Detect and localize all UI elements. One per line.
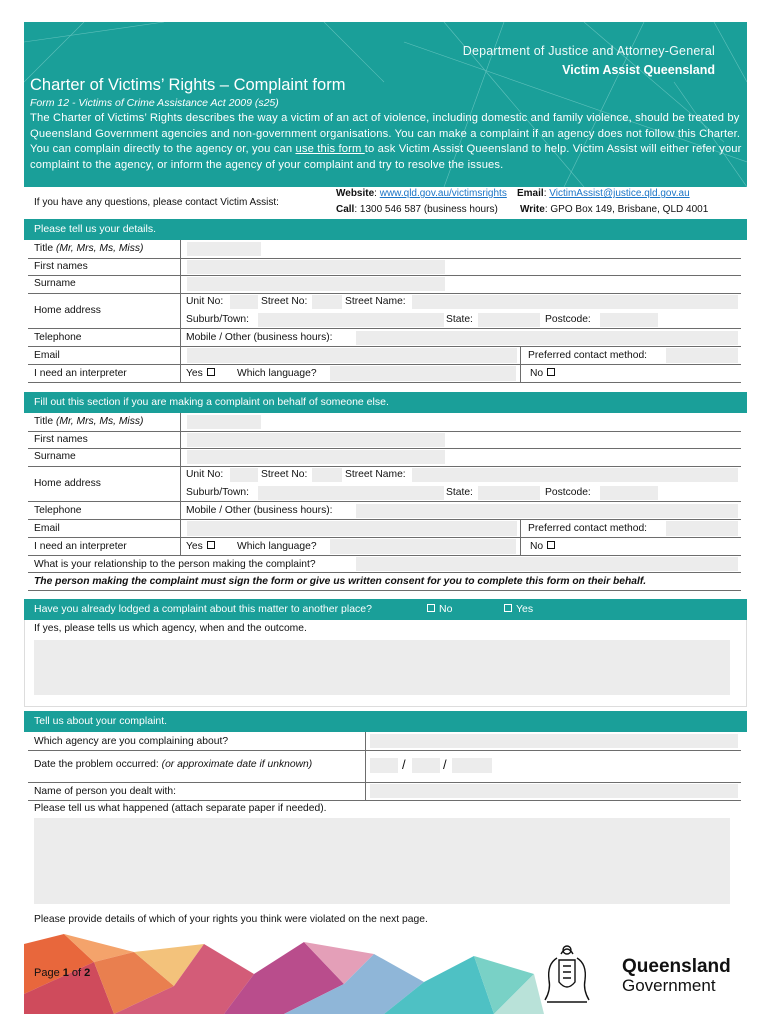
interpreter-yes-label: Yes (186, 368, 203, 379)
other-interpreter-yes-option (186, 541, 219, 552)
other-street-name-label: Street Name: (345, 469, 406, 480)
date-label-text: Date the problem occurred: (34, 759, 162, 770)
previous-no-option (427, 603, 452, 615)
what-happened-textarea[interactable] (34, 818, 730, 904)
intro-text (30, 111, 742, 174)
state-label: State: (446, 314, 473, 325)
other-telephone-input[interactable] (356, 504, 738, 518)
form-subtitle: Form 12 - Victims of Crime Assistance Act 2009 (s25) (30, 97, 279, 109)
write-value: GPO Box 149, Brisbane, QLD 4001 (550, 204, 709, 215)
previous-yes-option (504, 603, 533, 615)
other-which-language-label: Which language? (237, 541, 317, 552)
date-day-input[interactable] (370, 758, 398, 773)
other-mobile-label: Mobile / Other (business hours): (186, 505, 333, 516)
queensland-coat-of-arms-icon (539, 940, 595, 1006)
other-title-input[interactable] (187, 415, 261, 429)
other-interpreter-no-checkbox[interactable] (547, 541, 555, 549)
email-line: Email: VictimAssist@justice.qld.gov.au (517, 188, 690, 199)
relationship-label: What is your relationship to the person making the complaint? (34, 559, 316, 570)
interpreter-no-option (530, 368, 559, 379)
government-logo-text: Government (622, 976, 716, 995)
language-input[interactable] (330, 366, 516, 381)
footer (24, 934, 747, 1014)
date-slash-1: / (402, 757, 406, 772)
other-language-input[interactable] (330, 539, 516, 554)
page-current: 1 (62, 967, 69, 979)
page-of: of (68, 967, 85, 979)
intro-part-a: The Charter of Victims’ Rights describes the way a victim of an act of violence, including domestic and family violence, should be treated by Queensland Government agencies and non-government organisations. You can make a complaint if an agency does not follow this Charter. You can complain directly to the agency or, you can (30, 112, 741, 156)
date-month-input[interactable] (412, 758, 440, 773)
preferred-contact-select[interactable] (666, 348, 738, 363)
website-label: Website (336, 188, 375, 199)
other-telephone-label: Telephone (34, 505, 82, 516)
other-interpreter-yes-label: Yes (186, 541, 203, 552)
section-about-complaint: Tell us about your complaint. (24, 711, 747, 732)
other-postcode-label: Postcode: (545, 487, 591, 498)
agency-input[interactable] (370, 734, 738, 748)
surname-input[interactable] (187, 277, 445, 291)
interpreter-label: I need an interpreter (34, 368, 127, 379)
street-no-label: Street No: (261, 296, 308, 307)
consent-note: The person making the complaint must sign the form or give us written consent for you to complete this form on their behalf. (34, 576, 647, 587)
other-interpreter-no-option (530, 541, 559, 552)
agency-question-label: Which agency are you complaining about? (34, 736, 229, 747)
suburb-label: Suburb/Town: (186, 314, 249, 325)
interpreter-no-label: No (530, 368, 544, 379)
previous-complaint-question: Have you already lodged a complaint about this matter to another place? (34, 603, 372, 615)
other-title-hint: (Mr, Mrs, Ms, Miss) (55, 416, 144, 427)
other-interpreter-label: I need an interpreter (34, 541, 127, 552)
other-state-input[interactable] (478, 486, 540, 500)
other-first-names-label: First names (34, 434, 88, 445)
section-previous-complaint (24, 599, 747, 620)
section-your-details: Please tell us your details. (24, 219, 747, 240)
website-line: Website: www.qld.gov.au/victimsrights (336, 188, 507, 199)
page-total: 2 (84, 967, 91, 979)
first-names-input[interactable] (187, 260, 445, 274)
department-name: Department of Justice and Attorney-General (462, 44, 715, 58)
previous-no-checkbox[interactable] (427, 604, 435, 612)
other-street-no-input[interactable] (312, 468, 342, 482)
street-name-label: Street Name: (345, 296, 406, 307)
write-label: Write (520, 204, 545, 215)
call-value: 1300 546 587 (business hours) (359, 204, 498, 215)
person-dealt-label: Name of person you dealt with: (34, 786, 176, 797)
other-title-label: Title (34, 416, 56, 427)
date-hint: (or approximate date if unknown) (161, 759, 313, 770)
other-unit-no-input[interactable] (230, 468, 258, 482)
postcode-label: Postcode: (545, 314, 591, 325)
other-email-input[interactable] (187, 521, 517, 536)
other-surname-label: Surname (34, 451, 76, 462)
interpreter-yes-option (186, 368, 219, 379)
other-street-no-label: Street No: (261, 469, 308, 480)
date-year-input[interactable] (452, 758, 492, 773)
preferred-contact-label: Preferred contact method: (528, 350, 648, 361)
other-unit-no-label: Unit No: (186, 469, 224, 480)
other-suburb-input[interactable] (258, 486, 444, 500)
other-first-names-input[interactable] (187, 433, 445, 447)
other-email-label: Email (34, 523, 60, 534)
unit-no-label: Unit No: (186, 296, 224, 307)
other-preferred-contact-select[interactable] (666, 521, 738, 536)
suburb-input[interactable] (258, 313, 444, 327)
interpreter-yes-checkbox[interactable] (207, 368, 215, 376)
unit-no-input[interactable] (230, 295, 258, 309)
other-home-address-label: Home address (34, 478, 101, 489)
on-behalf-table (0, 413, 770, 593)
previous-no-label: No (439, 603, 453, 615)
website-link[interactable]: www.qld.gov.au/victimsrights (379, 188, 507, 199)
previous-details-textarea[interactable] (34, 640, 730, 695)
previous-yes-checkbox[interactable] (504, 604, 512, 612)
other-title-row-label (34, 416, 143, 427)
title-row-label (34, 243, 143, 254)
call-line: Call: 1300 546 587 (business hours) (336, 204, 498, 215)
what-happened-label: Please tell us what happened (attach separate paper if needed). (34, 803, 327, 814)
email-row-label: Email (34, 350, 60, 361)
other-street-name-input[interactable] (412, 468, 738, 482)
other-suburb-label: Suburb/Town: (186, 487, 249, 498)
other-state-label: State: (446, 487, 473, 498)
telephone-label: Telephone (34, 332, 82, 343)
title-label: Title (34, 243, 56, 254)
state-input[interactable] (478, 313, 540, 327)
email-label: Email (517, 188, 544, 199)
postcode-input[interactable] (600, 313, 658, 327)
title-input[interactable] (187, 242, 261, 256)
your-details-table (0, 240, 770, 384)
which-language-label: Which language? (237, 368, 317, 379)
date-label (34, 759, 312, 770)
other-interpreter-no-label: No (530, 541, 544, 552)
title-hint: (Mr, Mrs, Ms, Miss) (55, 243, 144, 254)
intro-part-b: to ask Victim Assist Queensland to help. Victim Assist will either refer your complaint to the agency, or inform the agency of your complaint and try to resolve the issues. (30, 143, 742, 172)
first-names-label: First names (34, 261, 88, 272)
use-this-form-link[interactable]: use this form (295, 143, 365, 156)
street-name-input[interactable] (412, 295, 738, 309)
contact-question: If you have any questions, please contact Victim Assist: (34, 197, 279, 208)
other-interpreter-yes-checkbox[interactable] (207, 541, 215, 549)
other-postcode-input[interactable] (600, 486, 658, 500)
date-slash-2: / (443, 757, 447, 772)
telephone-input[interactable] (356, 331, 738, 345)
call-label: Call (336, 204, 355, 215)
rights-note: Please provide details of which of your rights you think were violated on the next page. (34, 914, 428, 925)
email-input[interactable] (187, 348, 517, 363)
surname-label: Surname (34, 278, 76, 289)
page-prefix: Page (34, 967, 63, 979)
section-on-behalf: Fill out this section if you are making a complaint on behalf of someone else. (24, 392, 747, 413)
queensland-logo-text: Queensland (622, 956, 731, 977)
home-address-label: Home address (34, 305, 101, 316)
complaint-details-table (0, 732, 770, 932)
relationship-input[interactable] (356, 557, 738, 571)
previous-details-prompt: If yes, please tells us which agency, when and the outcome. (34, 623, 307, 634)
other-surname-input[interactable] (187, 450, 445, 464)
interpreter-no-checkbox[interactable] (547, 368, 555, 376)
street-no-input[interactable] (312, 295, 342, 309)
write-line: Write: GPO Box 149, Brisbane, QLD 4001 (520, 204, 709, 215)
previous-yes-label: Yes (516, 603, 534, 615)
header-banner (24, 22, 747, 187)
mobile-label: Mobile / Other (business hours): (186, 332, 333, 343)
agency-name: Victim Assist Queensland (562, 63, 715, 77)
form-title: Charter of Victims’ Rights – Complaint form (30, 76, 346, 94)
person-dealt-input[interactable] (370, 784, 738, 798)
other-preferred-contact-label: Preferred contact method: (528, 523, 648, 534)
page-number (34, 967, 90, 979)
email-link[interactable]: VictimAssist@justice.qld.gov.au (549, 188, 690, 199)
